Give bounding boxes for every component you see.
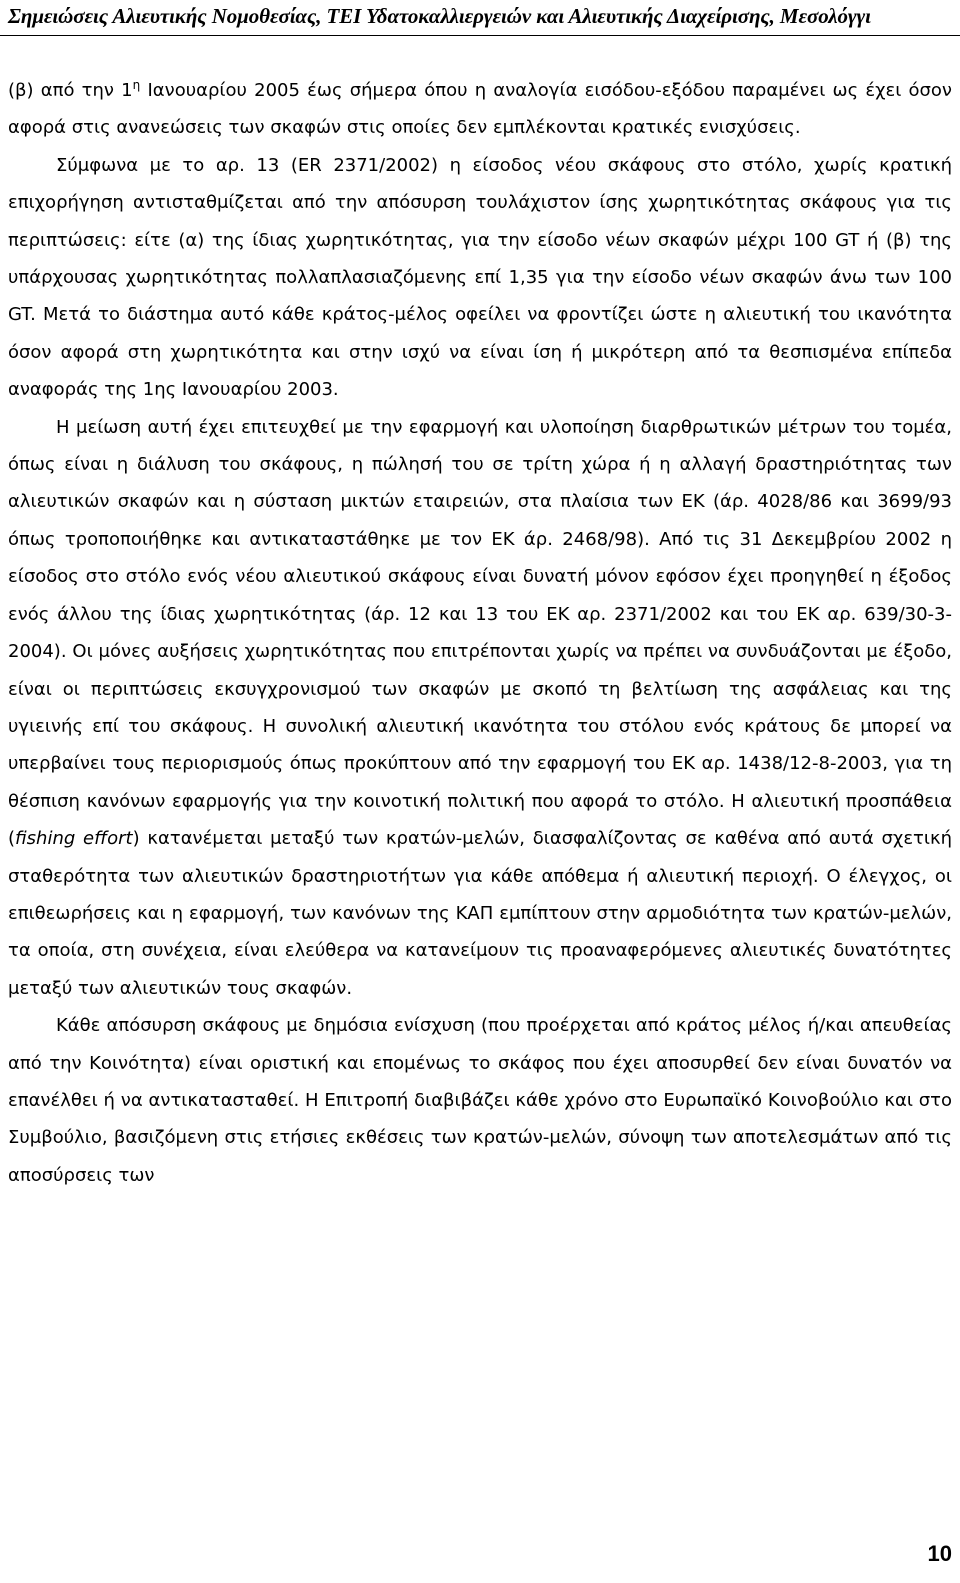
paragraph-3 [8,409,952,1008]
paragraph-1-text-b: Ιανουαρίου 2005 έως σήμερα όπου η αναλογία εισόδου-εξόδου παραμένει ως έχει όσον αφορά στις ανανεώσεις των σκαφών στις οποίες δεν εμπλέκονται κρατικές ενισχύσεις. [8,80,952,139]
page-header [0,0,960,36]
paragraph-3-italic-term: fishing effort [15,828,133,850]
paragraph-3-text-a: Η μείωση αυτή έχει επιτευχθεί με την εφαρμογή και υλοποίηση διαρθρωτικών μέτρων του τομέα, όπως είναι η διάλυση του σκάφους, η πώλησή του σε τρίτη χώρα ή η αλλαγή δραστηριότητας των αλιευτικών σκαφών και η σύσταση μικτών εταιρειών, στα πλαίσια των ΕΚ (άρ. 4028/86 και 3699/93 όπως τροποποιήθηκε και αντικαταστάθηκε με τον ΕΚ άρ. 2468/98). Από τις 31 Δεκεμβρίου 2002 η είσοδος στο στόλο ενός νέου αλιευτικού σκάφους είναι δυνατή μόνον εφόσον έχει προηγηθεί η έξοδος ενός άλλου της ίδιας χωρητικότητας (άρ. 12 και 13 του ΕΚ αρ. 2371/2002 και του ΕΚ αρ. 639/30-3-2004). Οι μόνες αυξήσεις χωρητικότητας που επιτρέπονται χωρίς να πρέπει να συνδυάζονται με έξοδο, είναι οι περιπτώσεις εκσυγχρονισμού των σκαφών με σκοπό τη βελτίωση της ασφάλειας και της υγιεινής επί του σκάφους. Η συνολική αλιευτική ικανότητα του στόλου ενός κράτους δε μπορεί να υπερβαίνει τους περιορισμούς όπως προκύπτουν από την εφαρμογή του ΕΚ αρ. 1438/12-8-2003, για τη θέσπιση κανόνων εφαρμογής για την κοινοτική πολιτική που αφορά το στόλο. Η αλιευτική προσπάθεια ( [8,416,952,850]
document-body [8,72,952,1194]
paragraph-4: Κάθε απόσυρση σκάφους με δημόσια ενίσχυση (που προέρχεται από κράτος μέλος ή/και απευθείας από την Κοινότητα) είναι οριστική και επομένως το σκάφος που έχει αποσυρθεί δεν είναι δυνατόν να επανέλθει ή να αντικατασταθεί. Η Επιτροπή διαβιβάζει κάθε χρόνο στο Ευρωπαϊκό Κοινοβούλιο και στο Συμβούλιο, βασιζόμενη στις ετήσιες εκθέσεις των κρατών-μελών, σύνοψη των αποτελεσμάτων από τις αποσύρσεις των [8,1015,952,1186]
paragraph-1 [8,72,952,147]
paragraph-3-text-b: ) κατανέμεται μεταξύ των κρατών-μελών, διασφαλίζοντας σε καθένα από αυτά σχετική σταθερότητα των αλιευτικών δραστηριοτήτων για κάθε απόθεμα ή αλιευτική περιοχή. Ο έλεγχος, οι επιθεωρήσεις και η εφαρμογή, των κανόνων της ΚΑΠ εμπίπτουν στην αρμοδιότητα των κρατών-μελών, τα οποία, στη συνέχεια, είναι ελεύθερα να κατανείμουν τις προαναφερόμενες αλιευτικές δυνατότητες μεταξύ των αλιευτικών τους σκαφών. [8,828,953,999]
paragraph-2: Σύμφωνα με το αρ. 13 (ER 2371/2002) η είσοδος νέου σκάφους στο στόλο, χωρίς κρατική επιχορήγηση αντισταθμίζεται από την απόσυρση τουλάχιστον ίσης χωρητικότητας σκάφους για τις περιπτώσεις: είτε (α) της ίδιας χωρητικότητας, για την είσοδο νέων σκαφών μέχρι 100 GT ή (β) της υπάρχουσας χωρητικότητας πολλαπλασιαζόμενης επί 1,35 για την είσοδο νέων σκαφών άνω των 100 GT. Μετά το διάστημα αυτό κάθε κράτος-μέλος οφείλει να φροντίζει ώστε η αλιευτική του ικανότητα όσον αφορά στη χωρητικότητα και στην ισχύ να είναι ίση ή μικρότερη από τα θεσπισμένα επίπεδα αναφοράς της 1ης Ιανουαρίου 2003. [8,154,952,401]
page-number: 10 [927,1541,952,1566]
superscript: η [132,78,141,92]
paragraph-1-text-a: (β) από την 1 [8,80,133,101]
header-title: Σημειώσεις Αλιευτικής Νομοθεσίας, ΤΕΙ Υδατοκαλλιεργειών και Αλιευτικής Διαχείρισης, Μεσολόγγι [8,4,871,28]
